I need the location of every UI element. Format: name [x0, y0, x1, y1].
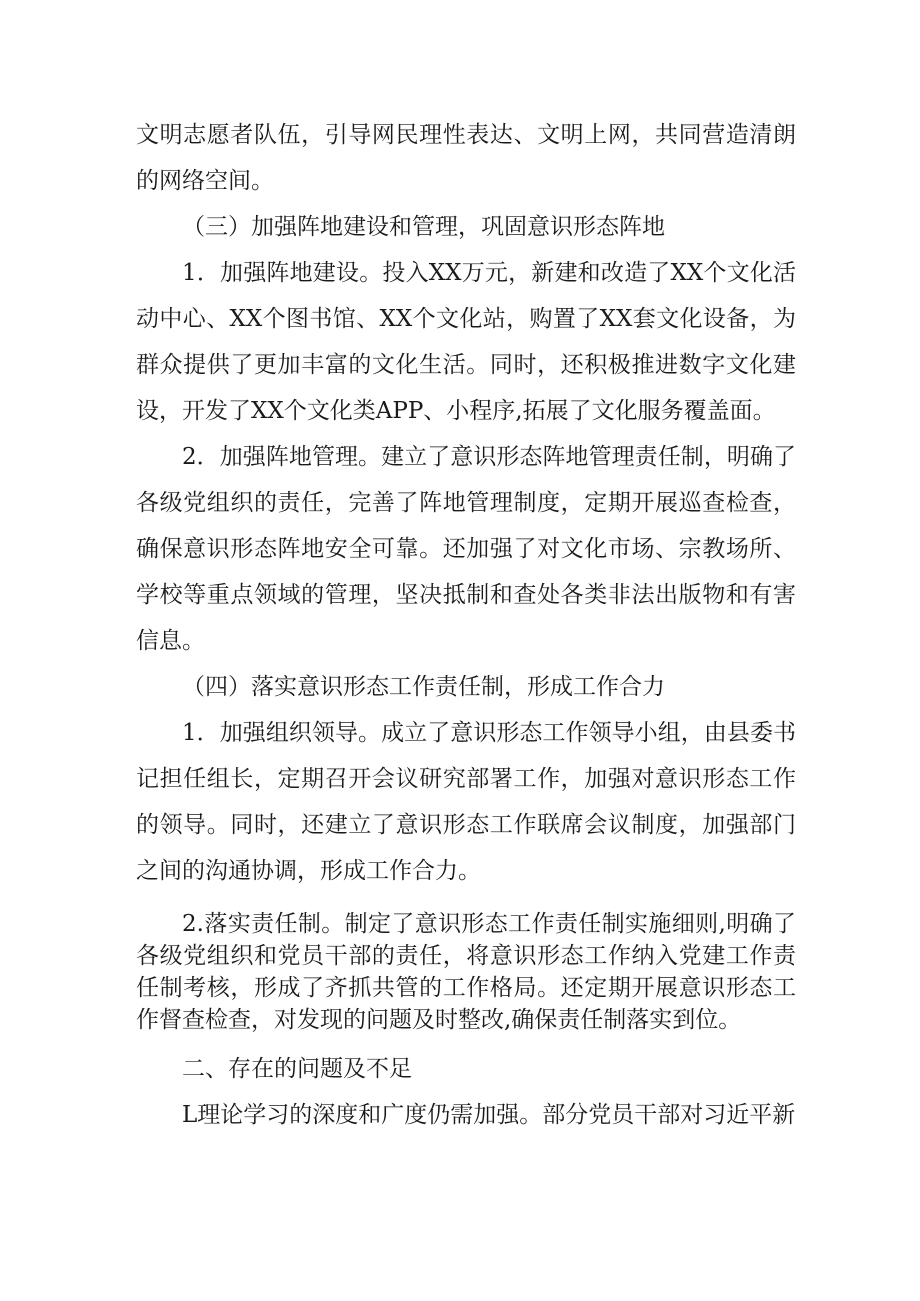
section-heading-problems: 二、存在的问题及不足: [182, 1056, 412, 1082]
paragraph-organization-leadership: 1．加强组织领导。成立了意识形态工作领导小组，由县委书记担任组长，定期召开会议研究部署工作，加强对意识形态工作的领导。同时，还建立了意识形态工作联席会议制度，加强部门之间的沟通协调，形成工作合力。: [136, 720, 796, 884]
document-body: [136, 112, 796, 1138]
paragraph-theory-study: L理论学习的深度和广度仍需加强。部分党员干部对习近平新: [182, 1102, 796, 1128]
paragraph-position-management: 2．加强阵地管理。建立了意识形态阵地管理责任制，明确了各级党组织的责任，完善了阵地管理制度，定期开展巡查检查，确保意识形态阵地安全可靠。还加强了对文化市场、宗教场所、学校等重点领域的管理，坚决抵制和查处各类非法出版物和有害信息。: [136, 444, 796, 654]
section-heading-4: （四）落实意识形态工作责任制，形成工作合力: [182, 674, 665, 700]
paragraph-position-building: 1．加强阵地建设。投入XX万元，新建和改造了XX个文化活动中心、XX个图书馆、XX个文化站，购置了XX套文化设备，为群众提供了更加丰富的文化生活。同时，还积极推进数字文化建设，开发了XX个文化类APP、小程序,拓展了文化服务覆盖面。: [136, 260, 796, 424]
section-heading-3: （三）加强阵地建设和管理，巩固意识形态阵地: [182, 214, 665, 240]
paragraph-continuation: 文明志愿者队伍，引导网民理性表达、文明上网，共同营造清朗的网络空间。: [136, 122, 796, 194]
paragraph-responsibility-system: 2.落实责任制。制定了意识形态工作责任制实施细则,明确了各级党组织和党员干部的责任，将意识形态工作纳入党建工作责任制考核，形成了齐抓共管的工作格局。还定期开展意识形态工作督查检查，对发现的问题及时整改,确保责任制落实到位。: [136, 911, 796, 1033]
